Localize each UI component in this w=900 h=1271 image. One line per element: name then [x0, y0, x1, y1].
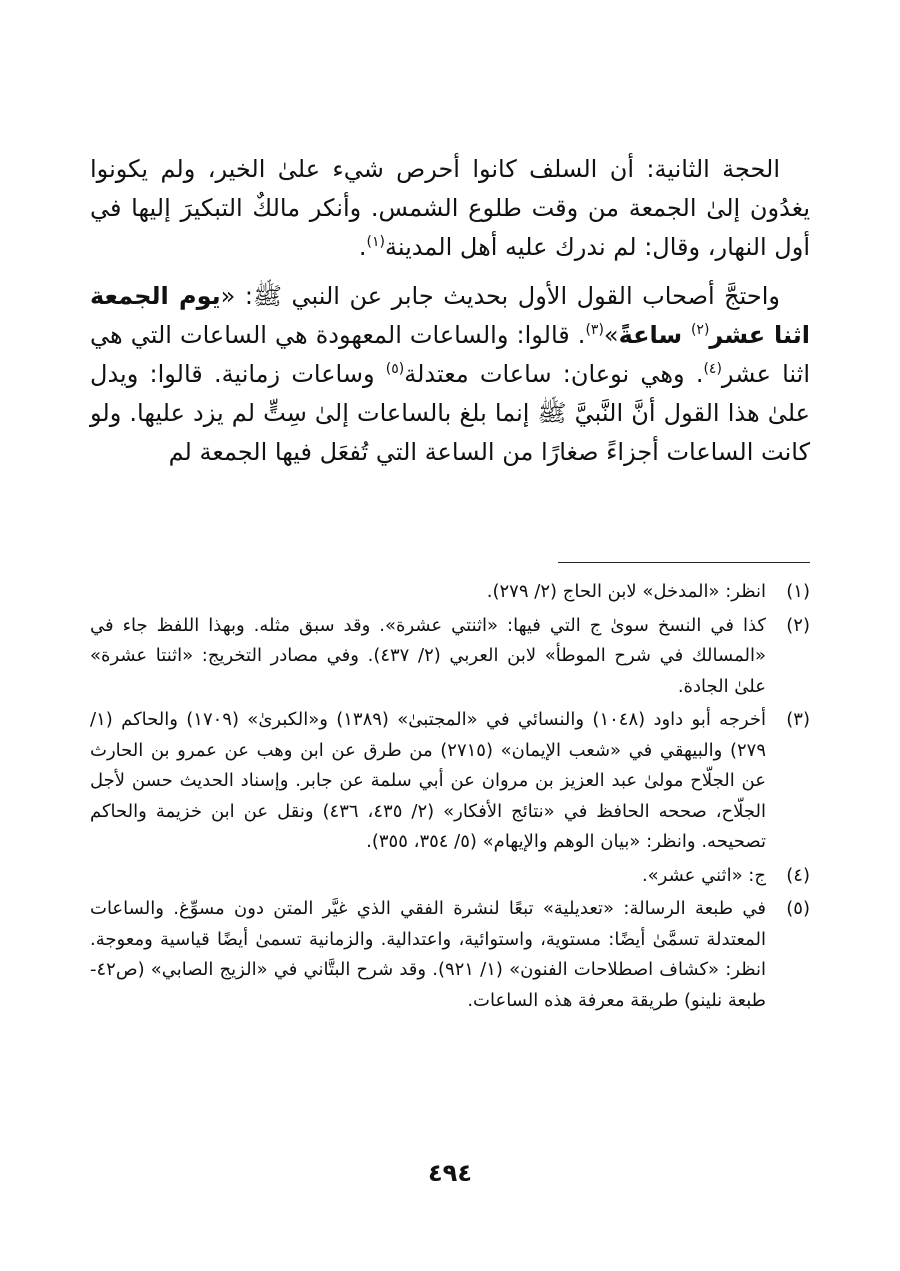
footnote-text: في طبعة الرسالة: «تعديلية» تبعًا لنشرة الفقي الذي غيَّر المتن دون مسوِّغ. والساعات المعتدلة تسمَّىٰ أيضًا: مستوية، واستوائية، واعتدالية. والزمانية تسمىٰ أيضًا قياسية ومعوجة. انظر: «كشاف اصطلاحات الفنون» (١/ ٩٢١). وقد شرح البتَّاني في «الزيج الصابي» (ص٤٢- طبعة نلينو) طريقة معرفة هذه الساعات. [90, 898, 766, 1011]
paragraph-second-argument [90, 150, 810, 267]
footnote-ref-1: (١) [366, 234, 386, 250]
footnote-1 [90, 577, 810, 608]
footnote-ref-5: (٥) [385, 361, 405, 377]
footnote-number: (٣) [786, 709, 810, 730]
footnote-text: أخرجه أبو داود (١٠٤٨) والنسائي في «المجتبىٰ» (١٣٨٩) و«الكبرىٰ» (١٧٠٩) والحاكم (١/ ٢٧٩) والبيهقي في «شعب الإيمان» (٢٧١٥) من طرق عن ابن وهب عن عمرو بن الحارث عن الجلّاح مولىٰ عبد العزيز بن مروان عن أبي سلمة عن جابر. وإسناد الحديث حسن لأجل الجلّاح، صححه الحافظ في «نتائج الأفكار» (٢/ ٤٣٥، ٤٣٦) ونقل عن ابن خزيمة والحاكم تصحيحه. وانظر: «بيان الوهم والإيهام» (٥/ ٣٥٤، ٣٥٥). [90, 709, 767, 852]
hadith-text-1: يوم الجمعة اثنا عشر [90, 282, 810, 349]
footnotes [90, 577, 810, 1019]
main-text [90, 150, 810, 472]
footnote-text: انظر: «المدخل» لابن الحاج (٢/ ٢٧٩). [486, 581, 766, 602]
footnote-text: كذا في النسخ سوىٰ ج التي فيها: «اثنتي عشرة». وقد سبق مثله. وبهذا اللفظ جاء في «المسالك في شرح الموطأ» لابن العربي (٢/ ٤٣٧). وفي مصادر التخريج: «اثنتا عشرة» علىٰ الجادة. [90, 614, 766, 697]
paragraph-1-text: الحجة الثانية: أن السلف كانوا أحرص شيء علىٰ الخير، ولم يكونوا يغدُون إلىٰ الجمعة من وقت طلوع الشمس. وأنكر مالكٌ التبكيرَ إليها في أول النهار، وقال: لم ندرك عليه أهل المدينة [90, 155, 810, 261]
footnote-number: (١) [786, 581, 810, 602]
footnote-number: (٥) [786, 898, 810, 919]
footnote-number: (٢) [786, 614, 810, 636]
paragraph-1-end: . [358, 233, 367, 261]
paragraph-2-part-1: واحتجَّ أصحاب القول الأول بحديث جابر عن النبي ﷺ: « [220, 282, 780, 310]
footnote-ref-2: (٢) [690, 322, 710, 338]
footnote-ref-3: (٣) [585, 322, 604, 338]
footnote-3 [90, 705, 810, 858]
paragraph-2-part-2: » [603, 321, 619, 349]
footnote-text: ج: «اثني عشر». [641, 864, 766, 886]
footnote-4 [90, 861, 810, 892]
footnote-separator [558, 562, 810, 563]
paragraph-2-part-5: وساعات زمانية. قالوا: ويدل علىٰ هذا القول أنَّ النَّبيَّ ﷺ إنما بلغ بالساعات إلىٰ سِتٍّ لم يزد عليها. ولو كانت الساعات أجزاءً صغارًا من الساعة التي تُفعَل فيها الجمعة لم [90, 360, 810, 466]
footnote-number: (٤) [786, 864, 810, 886]
paragraph-2-part-4: . وهي نوعان: ساعات معتدلة [404, 360, 704, 388]
footnote-ref-4: (٤) [703, 361, 722, 377]
page-number: ٤٩٤ [428, 1159, 472, 1187]
paragraph-2-part-3: . قالوا: والساعات المعهودة هي الساعات التي هي اثنا عشر [90, 321, 810, 388]
paragraph-first-opinion-argument [90, 277, 810, 472]
footnote-5 [90, 894, 810, 1016]
footnote-2 [90, 611, 810, 703]
hadith-text-2: ساعةً [618, 321, 691, 349]
